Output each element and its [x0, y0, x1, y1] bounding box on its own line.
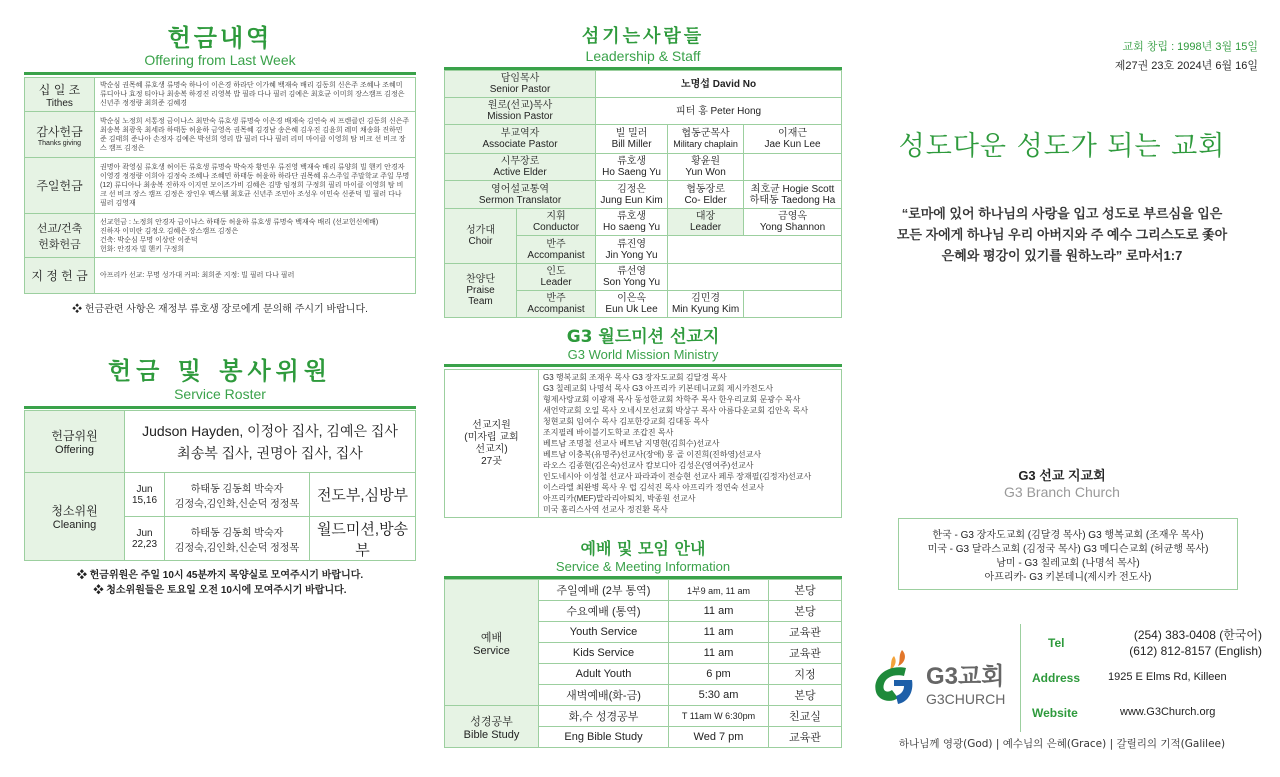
row-label-en: Thanks giving — [37, 139, 82, 147]
mission-title: G3 월드미션 선교지 — [566, 327, 720, 347]
roster-title: 헌금 및 봉사위원 — [108, 357, 332, 385]
table-row — [445, 98, 842, 125]
table-row — [445, 125, 842, 154]
roster-note-1: ❖ 헌금위원은 주일 10시 45분까지 목양실로 모여주시기 바랍니다. — [76, 570, 364, 581]
person-name: 이재근 — [778, 128, 808, 139]
sunday-offering-names: 권명아 곽영심 류호생 허이든 류호생 류명숙 박숙자 황민우 류진영 백재숙 배리 류양희 빌 핸키 안경자 이영경 정정량 이희아 김정숙 조혜나 조혜민 하태동 허윤하 하라단 권목혜 유스주일 주말학교 주일 무명(12) 류디아나 최송복 진하자 이지연 모이즈가비 김혜은 김방 임정희 구정희 필리 마이클 이영희 탐 비크 선 비크 장스 캠프 김정은 장인우 맥스웰 최호균 신년주 조민아 조성우 이민숙 신준덕 빌 필러 다나 필러 김영재 — [95, 158, 416, 214]
divider — [24, 406, 416, 409]
tel-korean[interactable]: (254) 383-0408 (한국어) — [1133, 628, 1262, 642]
person-name-en: Jung Eun Kim — [600, 194, 663, 206]
divider — [1020, 624, 1021, 732]
offering-committee-label: 헌금위원 — [51, 429, 98, 443]
mission-item: 새언약교회 오일 목사 오네시모선교회 박상구 목사 아름다운교회 김안옥 목사 — [543, 406, 809, 415]
service-label — [445, 580, 539, 706]
role-label-en: Mission Pastor — [487, 111, 553, 122]
bible-study-label-ko: 성경공부 — [470, 715, 513, 728]
branch-item: 미국 - G3 달라스교회 (김정국 목사) G3 메디슨교회 (허균행 목사) — [927, 544, 1209, 555]
schedule-place: 교육관 — [769, 622, 842, 643]
mission-label-2: (미자립 교회 — [464, 431, 519, 443]
logo-ko: G3교회 — [926, 663, 1005, 690]
church-motto: 성도다운 성도가 되는 교회 — [898, 131, 1226, 162]
schedule-subtitle: Service & Meeting Information — [555, 559, 731, 574]
schedule-name: Kids Service — [539, 643, 669, 664]
schedule-name: 수요예배 (통역) — [539, 601, 669, 622]
header-info — [1115, 38, 1258, 73]
role-label: 인도 — [546, 266, 566, 277]
role-label-en: Associate Pastor — [482, 139, 558, 150]
schedule-place: 본당 — [769, 685, 842, 706]
website-label: Website — [1032, 706, 1078, 720]
mission-item: 형제사랑교회 이광재 목사 동성한교회 차학주 목사 한우리교회 문광수 목사 — [543, 395, 801, 404]
table-row — [25, 214, 416, 258]
designated-names: 아프리카 선교: 무명 성가대 커피: 최희준 지정: 빌 필러 다나 필러 — [95, 258, 416, 294]
role-label: 반주 — [546, 293, 566, 304]
schedule-time: 6 pm — [669, 664, 769, 685]
role-label: 대장 — [695, 211, 716, 222]
row-label: 십 일 조 — [38, 82, 81, 97]
branch-title: G3 선교 지교회 — [1018, 468, 1106, 483]
person-name: 김민경 — [691, 293, 721, 304]
group-label-en: Choir — [468, 236, 493, 247]
branch-subtitle: G3 Branch Church — [1004, 484, 1120, 500]
founding-date: 교회 창립 : 1998년 3월 15일 — [1122, 41, 1258, 53]
schedule-place: 본당 — [769, 601, 842, 622]
table-row — [445, 181, 842, 209]
table-row — [445, 370, 842, 518]
role-label-en: Senior Pastor — [489, 84, 551, 95]
g3-logo-icon — [868, 646, 916, 706]
roster-table — [24, 410, 416, 561]
mission-item: 인도네시아 이성철 선교사 파라과이 전승현 선교사 페루 장재필(김정자)선교사 — [543, 472, 812, 481]
cover-panel — [862, 0, 1272, 777]
table-row — [25, 411, 416, 473]
service-label-en: Service — [473, 644, 510, 657]
row-label: 감사헌금 — [36, 124, 83, 139]
schedule-place: 지정 — [769, 664, 842, 685]
verse-line: 은혜와 평강이 있기를 원하노라” 로마서1:7 — [941, 248, 1183, 263]
divider — [24, 72, 416, 75]
person-name-en: Son Yong Yu — [603, 277, 661, 288]
person-name: 협동장로 — [686, 183, 725, 195]
cleaning-names: 하태동 김동희 박숙자 — [190, 527, 284, 539]
role-label: 담임목사 — [500, 73, 540, 84]
mission-item: 아프리카(MEF)말라리아퇴치, 박종원 선교사 — [543, 494, 696, 503]
person-name-en: Eun Uk Lee — [605, 304, 658, 315]
offering-committee-label-en: Offering — [55, 444, 94, 456]
mission-item: 베트남 조명철 선교사 베트남 지명현(김희수)선교사 — [543, 439, 720, 448]
leadership-subtitle: Leadership & Staff — [585, 48, 701, 64]
cleaning-dept: 월드미션,방송부 — [310, 517, 416, 561]
mission-count: 27곳 — [481, 455, 502, 467]
branch-list — [898, 518, 1238, 590]
role-label: 지휘 — [546, 211, 566, 222]
mission-list — [539, 370, 842, 518]
branch-item: 남미 - G3 칠레교회 (나명석 목사) — [996, 558, 1140, 569]
offering-panel — [24, 0, 416, 777]
address: 1925 E Elms Rd, Killeen — [1108, 671, 1227, 683]
person-name-en: Jin Yong Yu — [605, 249, 658, 261]
mission-label: 선교지원 — [472, 419, 511, 431]
table-row — [445, 706, 842, 727]
role-label: 부교역자 — [500, 128, 540, 139]
table-row — [445, 154, 842, 181]
role-label: 영어설교통역 — [491, 183, 550, 195]
row-label-en: Tithes — [46, 97, 73, 109]
roster-note-2: ❖ 청소위원들은 토요일 오전 10시에 모여주시기 바랍니다. — [93, 585, 347, 596]
cleaning-names-2: 김정숙,김인화,신순덕 정정목 — [174, 498, 300, 510]
schedule-name: Youth Service — [539, 622, 669, 643]
table-row — [445, 209, 842, 236]
role-label-en: Sermon Translator — [478, 194, 562, 206]
person-name: 류호생 — [617, 211, 647, 222]
person-name-en: Jae Kun Lee — [764, 139, 821, 150]
week-date-2: 15,16 — [131, 494, 158, 506]
offering-committee-names: Judson Hayden, 이정아 집사, 김예은 집사 — [142, 422, 398, 439]
schedule-time: T 11am W 6:30pm — [669, 706, 769, 727]
mission-item: G3 행복교회 조재우 목사 G3 장자도교회 김달경 목사 — [543, 373, 727, 382]
branch-item: 한국 - G3 장자도교회 (김달경 목사) G3 행복교회 (조재우 목사) — [932, 530, 1204, 541]
week-date-2: 22,23 — [131, 538, 158, 550]
role-label: 반주 — [546, 238, 566, 250]
person-name: 협동군목사 — [681, 128, 730, 139]
cleaning-label-en: Cleaning — [52, 519, 97, 531]
person-name: 류선영 — [617, 266, 647, 277]
bible-study-label-en: Bible Study — [463, 728, 520, 741]
role-label: 원로(선교)목사 — [487, 100, 553, 111]
cleaning-label: 청소위원 — [51, 504, 98, 518]
service-label-ko: 예배 — [480, 631, 503, 644]
role-label-en: Active Elder — [493, 167, 547, 178]
person-name: 최호균 Hogie Scott — [750, 183, 835, 195]
row-label: 주일헌금 — [36, 179, 83, 193]
person-name-en: Ho saeng Yu — [603, 222, 661, 233]
schedule-name: 화,수 성경공부 — [539, 706, 669, 727]
schedule-place: 교육관 — [769, 727, 842, 748]
person-name-en: Min Kyung Kim — [671, 304, 740, 315]
role-label-en: Leader — [689, 222, 722, 233]
person-name: 빌 밀러 — [615, 128, 648, 139]
thanksgiving-names: 박순심 노정희 서통정 금이나스 최만숙 류호생 류명숙 이은경 배재숙 김연숙 씨 프렌클린 김동희 신은주 최송복 최광욱 최세라 하태동 허윤하 금영옥 권목혜 김경남 송은혜 김우진 김윤희 레미 채송화 진하민 준 김태희 준나아 손정자 김예은 박선희 영리 밥 필러 다나 필러 리미 마이클 이영희 탐 비크 선 비크 장스 캠프 김정은 — [95, 112, 416, 158]
week-date: Jun — [136, 527, 153, 539]
person-name: 류호생 — [617, 156, 647, 167]
person-name: 이은옥 — [617, 293, 647, 304]
leadership-title: 섬기는사람들 — [581, 26, 705, 47]
footer-tagline: 하나님께 영광(God) | 예수님의 은혜(Grace) | 갈릴리의 기적(Galilee) — [898, 738, 1226, 750]
person-name-en: Yun Won — [685, 167, 726, 178]
person-name: 김정은 — [617, 183, 647, 195]
cleaning-names-2: 김정숙,김인화,신순덕 정정목 — [174, 542, 300, 554]
cleaning-dept: 전도부,심방부 — [310, 473, 416, 517]
divider — [444, 364, 842, 367]
address-label: Address — [1032, 671, 1081, 685]
table-row — [25, 78, 416, 112]
row-label: 지 정 헌 금 — [31, 269, 88, 283]
table-row — [445, 264, 842, 291]
roster-subtitle: Service Roster — [174, 386, 266, 402]
tithes-names: 박순심 권목혜 류호생 류명숙 하나이 이은경 하라단 이가혜 백재숙 배리 김동희 신은주 조혜나 조혜미 류디아나 효정 티아나 최송복 하경진 리영복 밥 필라 다나 필러 김예은 최호균 이미희 장스캠프 김정은 신년주 정정량 최희준 김혜경 — [95, 78, 416, 112]
mission-subtitle: G3 World Mission Ministry — [567, 347, 719, 362]
website-link[interactable]: www.G3Church.org — [1120, 706, 1216, 718]
schedule-time: 11 am — [669, 601, 769, 622]
person-name-en: Bill Miller — [611, 139, 652, 150]
role-label-en: Leader — [540, 277, 572, 288]
table-row — [25, 473, 416, 517]
schedule-name: 새벽예배(화-금) — [539, 685, 669, 706]
mission-building-names: 선교헌금 : 노정희 안경자 금이나스 하태동 허윤하 류호생 류명숙 백재숙 배리 (선교헌신예배) 진하자 이미란 김정오 김혜은 장스캠프 김정은 건축: 박순심 무명 이상란 이준덕 헌화: 안경자 빌 핸키 구정희 — [95, 214, 416, 258]
person-name-en: 하태동 Taedong Ha — [749, 194, 836, 206]
table-row — [445, 580, 842, 601]
mission-item: 청현교회 임여수 목사 김포한강교회 김대동 목사 — [543, 417, 709, 426]
schedule-place: 친교실 — [769, 706, 842, 727]
verse-line: “로마에 있어 하나님의 사랑을 입고 성도로 부르심을 입은 — [901, 206, 1223, 221]
mission-item: G3 칠레교회 나명석 목사 G3 아프리카 키본데니교회 제시카전도사 — [543, 384, 774, 393]
mission-item: 미국 홈리스사역 선교사 정진환 목사 — [543, 505, 668, 514]
offering-title: 헌금내역 — [167, 24, 273, 52]
table-row — [25, 258, 416, 294]
schedule-time: 11 am — [669, 643, 769, 664]
mission-item: 라오스 김종현(김은숙)선교사 캄보디아 김성은(영여주)선교사 — [543, 461, 754, 470]
person-name: 금영옥 — [778, 211, 808, 222]
person-name-en: Yong Shannon — [759, 222, 826, 233]
schedule-time: Wed 7 pm — [669, 727, 769, 748]
mission-item: 이스라엘 최완병 목사 우 럽 김석진 목사 아프리카 정연숙 선교사 — [543, 483, 764, 492]
issue-info: 제27권 23호 2024년 6월 16일 — [1114, 60, 1258, 72]
schedule-time: 5:30 am — [669, 685, 769, 706]
schedule-table — [444, 579, 842, 748]
week-date: Jun — [136, 483, 153, 495]
logo-en: G3CHURCH — [926, 691, 1006, 707]
row-label: 선교/건축 — [36, 222, 83, 235]
tel-label: Tel — [1048, 636, 1065, 650]
row-label-2: 헌화헌금 — [38, 238, 81, 251]
group-label-en: Praise — [466, 285, 495, 296]
logo-text — [926, 656, 1005, 707]
group-label-en-2: Team — [468, 296, 493, 307]
table-row — [25, 158, 416, 214]
schedule-title: 예배 및 모임 안내 — [580, 539, 706, 558]
person-name-en: Ho Saeng Yu — [602, 167, 661, 178]
mission-label-3: 선교지) — [475, 443, 508, 455]
role-label-en: Accompanist — [527, 249, 585, 261]
role-label-en: Conductor — [532, 222, 580, 233]
person-name: 황윤원 — [691, 156, 721, 167]
schedule-time: 1부9 am, 11 am — [669, 580, 769, 601]
schedule-name: Adult Youth — [539, 664, 669, 685]
offering-subtitle: Offering from Last Week — [144, 52, 296, 68]
tel-english[interactable]: (612) 812-8157 (English) — [1129, 644, 1262, 658]
offering-committee-names-2: 최송복 집사, 권명아 집사, 집사 — [177, 444, 363, 461]
schedule-name: 주일예배 (2부 통역) — [539, 580, 669, 601]
branch-header — [862, 465, 1262, 500]
branch-item: 아프리카- G3 키본데니(제시카 전도사) — [984, 572, 1152, 583]
person-name-en: Military chaplain — [673, 139, 738, 149]
cleaning-names: 하태동 김동희 박숙자 — [190, 483, 284, 495]
mission-item: 조지필레 바이블기도학교 조갑진 목사 — [543, 428, 674, 437]
bible-study-label — [445, 706, 539, 748]
tel-numbers — [1098, 627, 1262, 659]
schedule-time: 11 am — [669, 622, 769, 643]
person-name: 류진영 — [617, 238, 647, 250]
senior-pastor-name: 노명섭 David No — [596, 71, 842, 98]
schedule-name: Eng Bible Study — [539, 727, 669, 748]
group-label: 성가대 — [466, 225, 495, 236]
schedule-place: 본당 — [769, 580, 842, 601]
leadership-panel — [444, 0, 842, 777]
mission-table — [444, 369, 842, 518]
table-row — [25, 112, 416, 158]
role-label: 시무장로 — [500, 156, 540, 167]
table-row — [445, 71, 842, 98]
verse-line: 모든 자에게 하나님 우리 아버지와 주 예수 그리스도로 좇아 — [896, 227, 1228, 242]
role-label-en: Accompanist — [527, 304, 585, 315]
bible-verse — [862, 203, 1262, 266]
person-name-en: Co- Elder — [684, 194, 727, 206]
mission-pastor-name: 피터 홍 Peter Hong — [596, 98, 842, 125]
offering-note: ❖ 헌금관련 사항은 재정부 류호생 장로에게 문의해 주시기 바랍니다. — [72, 304, 368, 315]
group-label: 찬양단 — [466, 274, 495, 285]
mission-item: 베트남 이충복(유명주)선교사(장애) 몽 골 이진희(진하영)선교사 — [543, 450, 762, 459]
schedule-place: 교육관 — [769, 643, 842, 664]
offering-table — [24, 77, 416, 294]
leadership-table — [444, 70, 842, 318]
